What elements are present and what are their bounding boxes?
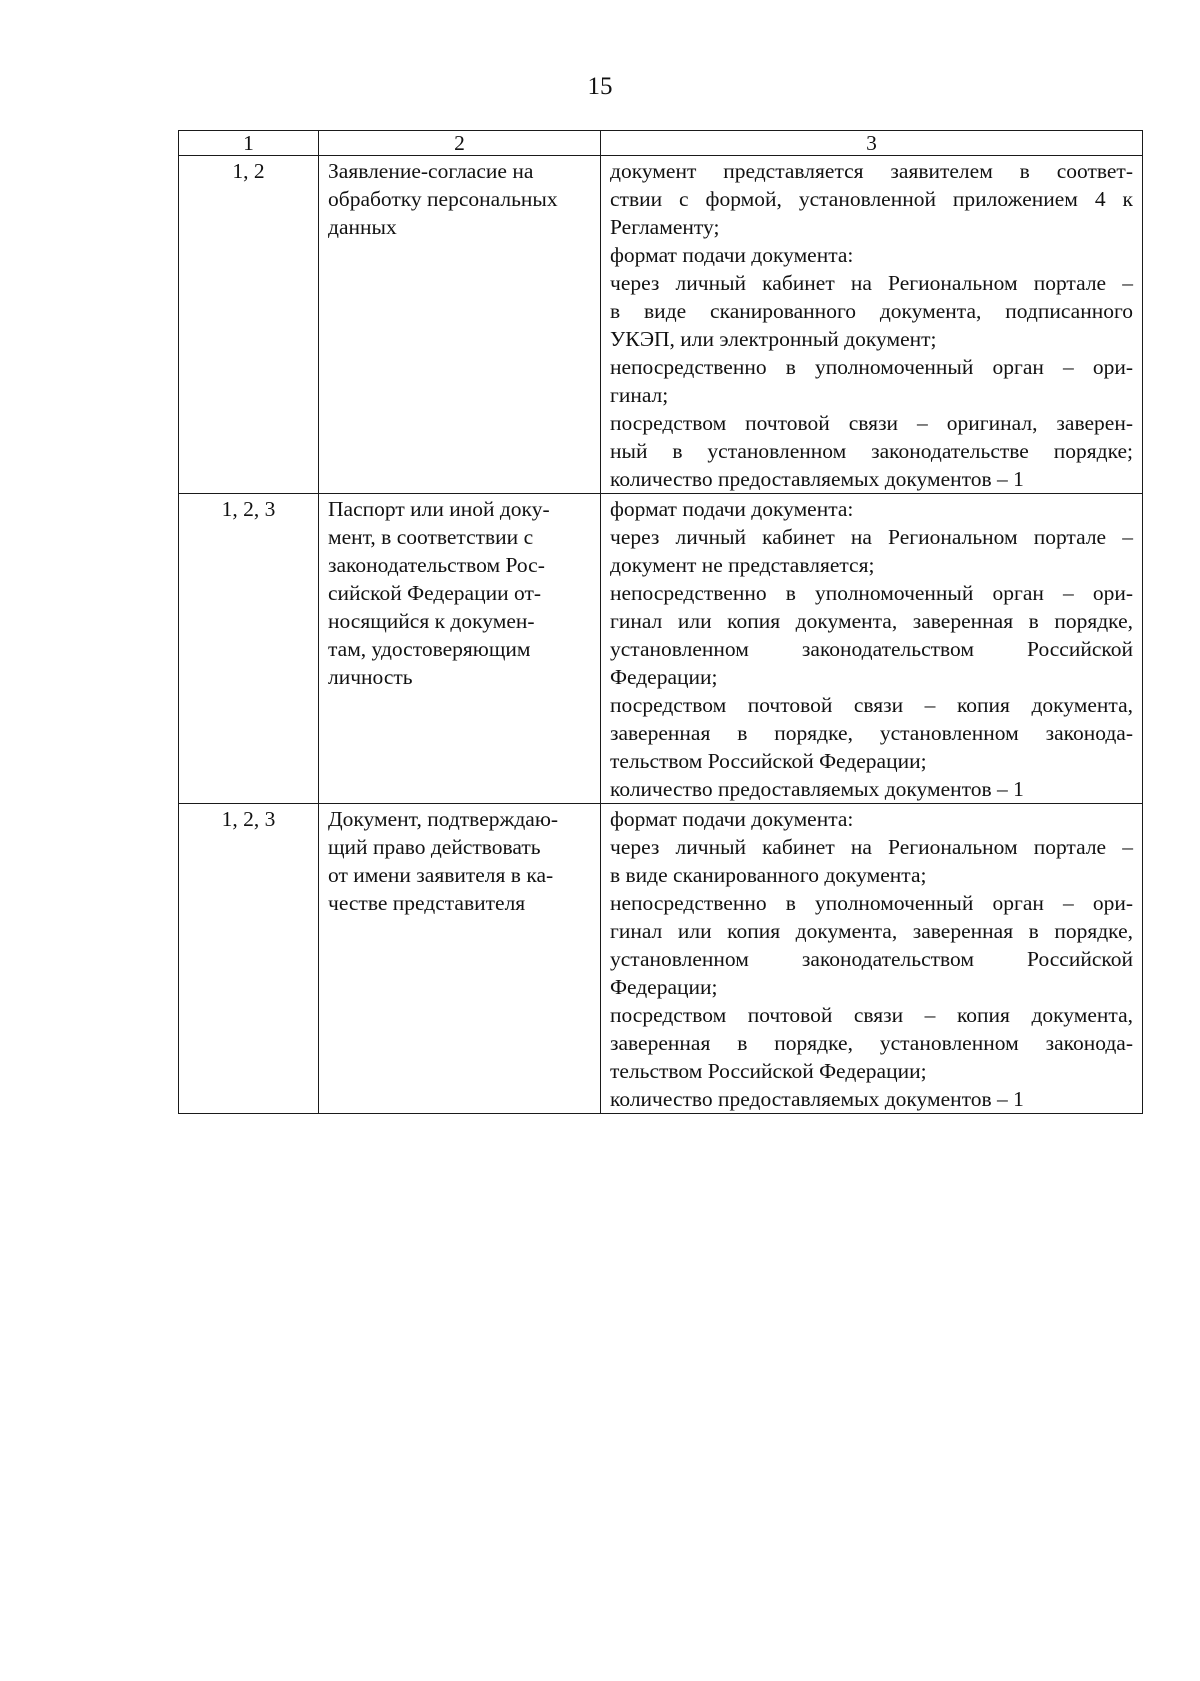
text-line: через личный кабинет на Региональном портале – xyxy=(610,835,1133,859)
text-line: Документ, подтверждаю- xyxy=(328,807,559,831)
text-line: Паспорт или иной доку- xyxy=(328,497,550,521)
text-line: документ не представляется; xyxy=(610,553,875,577)
table-row xyxy=(179,156,1143,494)
document-name-cell xyxy=(319,804,601,1114)
text-line: ный в установленном законодательстве порядке; xyxy=(610,439,1133,463)
documents-table xyxy=(178,130,1143,1114)
text-line: законодательством Рос- xyxy=(328,553,545,577)
text-line: в виде сканированного документа, подписанного xyxy=(610,299,1133,323)
text-line: там, удостоверяющим xyxy=(328,637,531,661)
text-line: мент, в соответствии с xyxy=(328,525,534,549)
text-line: Федерации; xyxy=(610,665,718,689)
text-line: ствии с формой, установленной приложением 4 к xyxy=(610,187,1133,211)
text-line: тельством Российской Федерации; xyxy=(610,1059,927,1083)
text-line: гинал; xyxy=(610,383,669,407)
text-line: в виде сканированного документа; xyxy=(610,863,927,887)
header-cell-1: 1 xyxy=(179,131,319,156)
text-line: гинал или копия документа, заверенная в порядке, xyxy=(610,609,1133,633)
document-name-cell xyxy=(319,156,601,494)
text-line: сийской Федерации от- xyxy=(328,581,542,605)
text-line: тельством Российской Федерации; xyxy=(610,749,927,773)
text-line: честве представителя xyxy=(328,891,526,915)
document-description-cell xyxy=(601,804,1143,1114)
text-line: посредством почтовой связи – оригинал, заверен- xyxy=(610,411,1133,435)
header-cell-3: 3 xyxy=(601,131,1143,156)
document-description-cell xyxy=(601,156,1143,494)
text-line: от имени заявителя в ка- xyxy=(328,863,554,887)
text-line: гинал или копия документа, заверенная в порядке, xyxy=(610,919,1133,943)
table-row xyxy=(179,804,1143,1114)
text-line: непосредственно в уполномоченный орган – ори- xyxy=(610,891,1133,915)
text-line: установленном законодательством Российской xyxy=(610,637,1133,661)
header-cell-2: 2 xyxy=(319,131,601,156)
text-line: обработку персональных xyxy=(328,187,558,211)
table-header-row xyxy=(179,131,1143,156)
text-line: посредством почтовой связи – копия документа, xyxy=(610,693,1133,717)
text-line: щий право действовать xyxy=(328,835,541,859)
text-line: формат подачи документа: xyxy=(610,497,854,521)
text-line: заверенная в порядке, установленном законода- xyxy=(610,721,1133,745)
document-name-cell xyxy=(319,494,601,804)
text-line: личность xyxy=(328,665,413,689)
text-line: Регламенту; xyxy=(610,215,720,239)
row-ids-cell: 1, 2, 3 xyxy=(179,804,319,1114)
text-line: документ представляется заявителем в соответ- xyxy=(610,159,1133,183)
text-line: непосредственно в уполномоченный орган – ори- xyxy=(610,355,1133,379)
text-line: УКЭП, или электронный документ; xyxy=(610,327,937,351)
text-line: количество предоставляемых документов – 1 xyxy=(610,467,1024,491)
text-line: формат подачи документа: xyxy=(610,243,854,267)
row-ids-cell: 1, 2 xyxy=(179,156,319,494)
text-line: через личный кабинет на Региональном портале – xyxy=(610,271,1133,295)
text-line: количество предоставляемых документов – 1 xyxy=(610,777,1024,801)
text-line: носящийся к докумен- xyxy=(328,609,535,633)
text-line: через личный кабинет на Региональном портале – xyxy=(610,525,1133,549)
text-line: непосредственно в уполномоченный орган – ори- xyxy=(610,581,1133,605)
text-line: Заявление-согласие на xyxy=(328,159,534,183)
table-row xyxy=(179,494,1143,804)
text-line: Федерации; xyxy=(610,975,718,999)
text-line: посредством почтовой связи – копия документа, xyxy=(610,1003,1133,1027)
text-line: данных xyxy=(328,215,397,239)
row-ids-cell: 1, 2, 3 xyxy=(179,494,319,804)
text-line: формат подачи документа: xyxy=(610,807,854,831)
document-description-cell xyxy=(601,494,1143,804)
text-line: количество предоставляемых документов – 1 xyxy=(610,1087,1024,1111)
text-line: заверенная в порядке, установленном законода- xyxy=(610,1031,1133,1055)
text-line: установленном законодательством Российской xyxy=(610,947,1133,971)
page-number: 15 xyxy=(587,73,613,100)
